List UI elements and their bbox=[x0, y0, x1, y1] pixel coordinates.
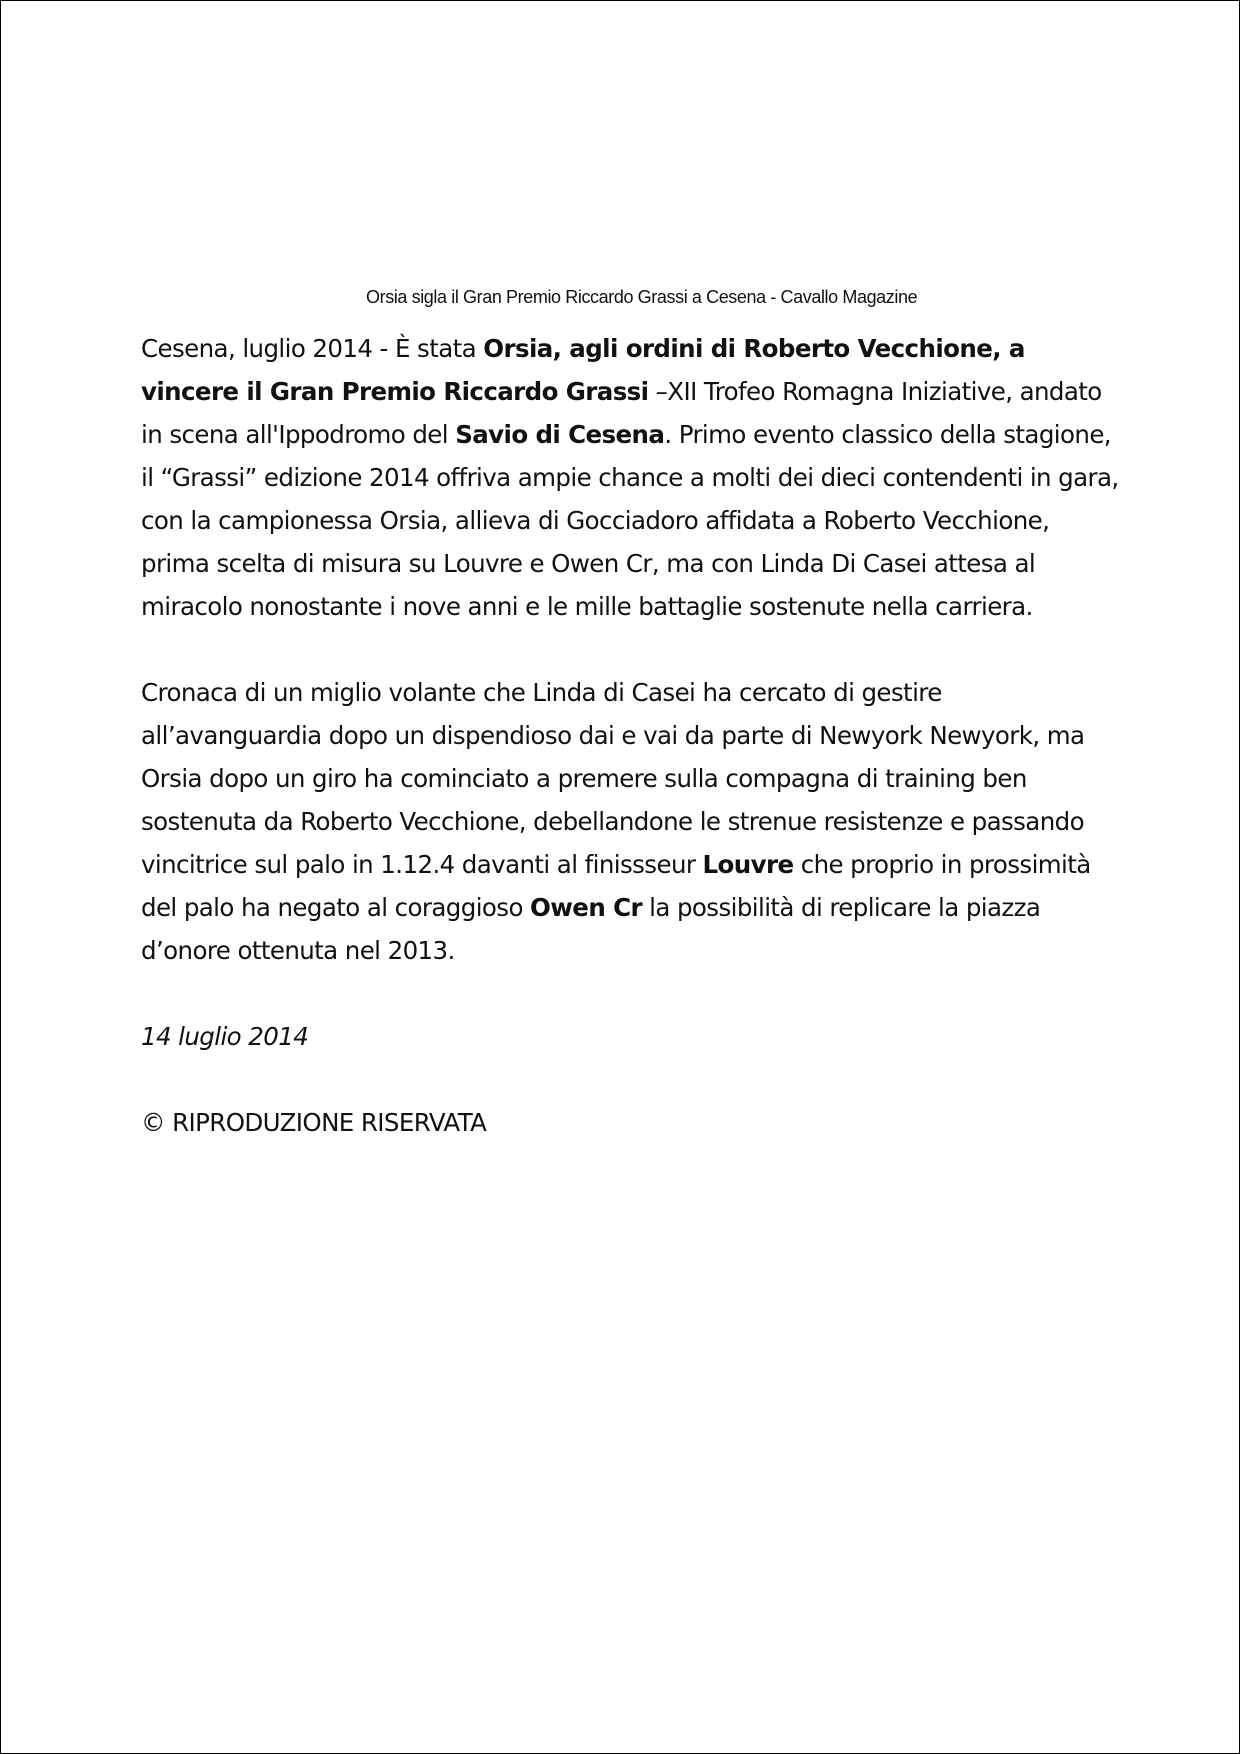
intro-bold-venue: Savio di Cesena bbox=[455, 420, 665, 449]
intro-bold-winner: Orsia, agli ordini di Roberto Vecchione, a vincere il Gran Premio Riccardo Grassi bbox=[141, 334, 1025, 406]
report-bold-owen-cr: Owen Cr bbox=[530, 893, 642, 922]
report-text-1: Cronaca di un miglio volante che Linda di Casei ha cercato di gestire all’avanguardia dopo un dispendioso dai e vai da parte di Newyork Newyork, ma Orsia dopo un giro ha cominciato a premere sulla compagna di training ben sostenuta da Roberto Vecchione, debellandone le strenue resistenze e passando vincitrice sul palo in 1.12.4 davanti al finissseur bbox=[141, 678, 1085, 879]
intro-text-2: –XII Trofeo Romagna Iniziative, andato in scena all'Ippodromo del bbox=[141, 377, 1102, 449]
report-bold-louvre: Louvre bbox=[702, 850, 794, 879]
intro-text-1: Cesena, luglio 2014 - È stata bbox=[141, 334, 484, 363]
paragraph-intro bbox=[141, 327, 1121, 628]
report-text-2: che proprio in prossimità del palo ha negato al coraggioso bbox=[141, 850, 1091, 922]
report-text-3: la possibilità di replicare la piazza d’onore ottenuta nel 2013. bbox=[141, 893, 1041, 965]
paragraph-race-report bbox=[141, 671, 1121, 972]
page-header-title: Orsia sigla il Gran Premio Riccardo Grassi a Cesena - Cavallo Magazine bbox=[366, 287, 918, 307]
article-body bbox=[141, 327, 1121, 1144]
copyright-notice: © RIPRODUZIONE RISERVATA bbox=[141, 1108, 487, 1137]
intro-text-3: . Primo evento classico della stagione, il “Grassi” edizione 2014 offriva ampie chance a molti dei dieci contendenti in gara, con la campionessa Orsia, allieva di Gocciadoro affidata a Roberto Vecchione, prima scelta di misura su Louvre e Owen Cr, ma con Linda Di Casei attesa al miracolo nonostante i nove anni e le mille battaglie sostenute nella carriera. bbox=[141, 420, 1119, 621]
article-date: 14 luglio 2014 bbox=[141, 1022, 309, 1051]
